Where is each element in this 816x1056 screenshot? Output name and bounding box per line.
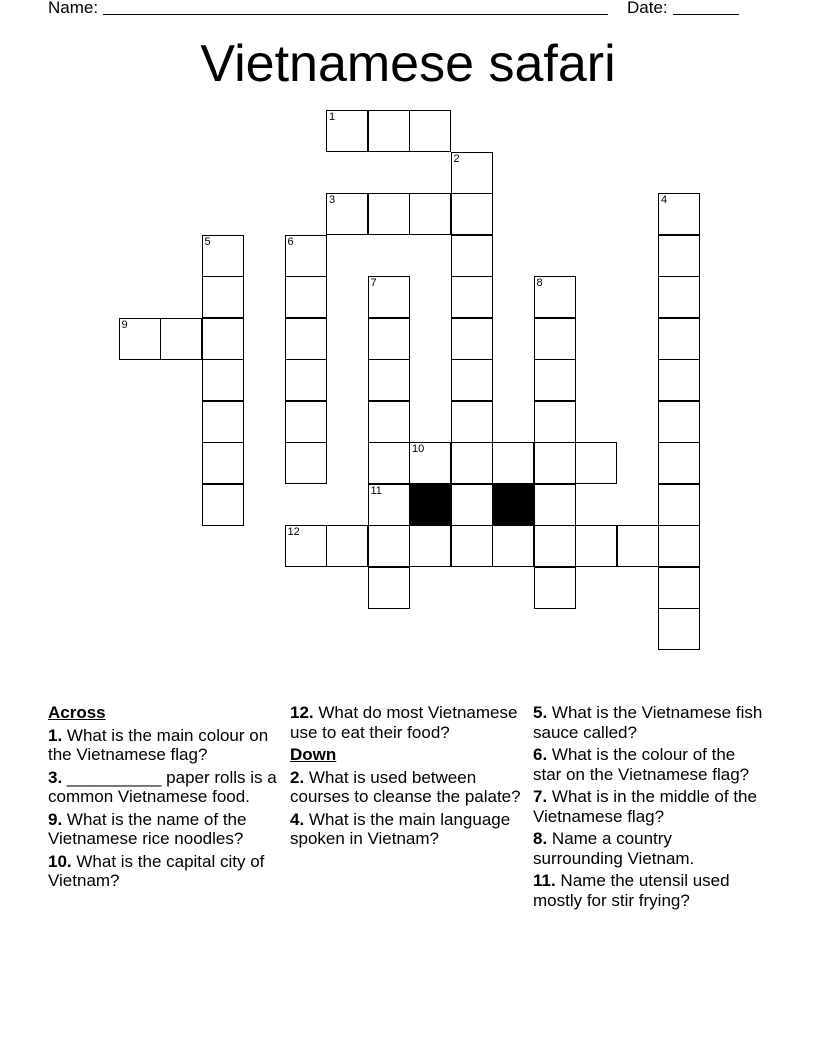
clue-down-6: 6. What is the colour of the star on the Vietnamese flag?	[533, 745, 750, 784]
grid-cell[interactable]	[658, 318, 700, 360]
clue-number-10: 10	[412, 443, 425, 455]
clue-down-4: 4. What is the main language spoken in Vietnam?	[290, 809, 511, 848]
grid-cell[interactable]	[368, 484, 410, 526]
grid-cell[interactable]	[451, 484, 493, 526]
grid-cell[interactable]	[368, 401, 410, 443]
grid-cell[interactable]	[285, 359, 327, 401]
grid-cell[interactable]	[409, 525, 451, 567]
grid-cell[interactable]	[285, 276, 327, 318]
grid-cell[interactable]	[451, 193, 493, 235]
grid-cell[interactable]	[368, 525, 410, 567]
clue-number-2: 2	[453, 152, 460, 165]
date-label: Date:	[627, 0, 668, 17]
clue-number-6: 6	[287, 235, 294, 248]
clue-number-11: 11	[370, 484, 382, 497]
name-label: Name:	[48, 0, 99, 17]
grid-cell[interactable]	[285, 401, 327, 443]
grid-cell[interactable]	[658, 567, 700, 609]
clue-number-7: 7	[370, 277, 377, 289]
grid-cell[interactable]	[658, 401, 700, 443]
clue-number-3: 3	[329, 194, 336, 206]
grid-cell[interactable]	[202, 442, 244, 484]
grid-cell[interactable]	[368, 276, 410, 318]
grid-cell[interactable]	[534, 401, 576, 443]
grid-cell[interactable]	[285, 442, 327, 484]
grid-cell[interactable]	[202, 359, 244, 401]
grid-cell[interactable]	[451, 525, 493, 567]
clue-across-3: 3. __________ paper rolls is a common Vietnamese food.	[48, 767, 277, 806]
grid-cell[interactable]	[534, 567, 576, 609]
grid-cell[interactable]	[451, 318, 493, 360]
grid-cell[interactable]	[451, 235, 493, 277]
clue-down-8: 8. Name a country surrounding Vietnam.	[533, 829, 695, 868]
clues-column-1	[48, 703, 280, 894]
clue-across-9: 9. What is the name of the Vietnamese rice noodles?	[48, 809, 247, 848]
grid-cell[interactable]	[492, 525, 534, 567]
grid-cell[interactable]	[326, 110, 368, 152]
grid-cell[interactable]	[534, 484, 576, 526]
grid-cell[interactable]	[451, 152, 493, 194]
grid-cell[interactable]	[368, 110, 410, 152]
grid-cell[interactable]	[575, 525, 617, 567]
grid-cell[interactable]	[534, 276, 576, 318]
grid-cell[interactable]	[409, 442, 451, 484]
clue-down-5: 5. What is the Vietnamese fish sauce called?	[533, 703, 763, 742]
grid-cell[interactable]	[326, 525, 368, 567]
grid-cell[interactable]	[492, 442, 534, 484]
grid-cell[interactable]	[658, 442, 700, 484]
grid-cell[interactable]	[202, 484, 244, 526]
grid-cell[interactable]	[617, 525, 659, 567]
clue-number-8: 8	[536, 277, 543, 289]
grid-cell[interactable]	[202, 318, 244, 360]
grid-cell[interactable]	[658, 525, 700, 567]
grid-cell[interactable]	[368, 193, 410, 235]
grid-cell[interactable]	[658, 484, 700, 526]
grid-cell[interactable]	[534, 318, 576, 360]
grid-cell[interactable]	[658, 276, 700, 318]
grid-cell[interactable]	[451, 359, 493, 401]
grid-cell[interactable]	[119, 318, 161, 360]
clue-number-5: 5	[204, 235, 211, 248]
grid-cell[interactable]	[160, 318, 202, 360]
clues-column-3	[533, 703, 765, 913]
grid-cell[interactable]	[285, 318, 327, 360]
clue-number-9: 9	[121, 318, 128, 331]
grid-cell[interactable]	[202, 401, 244, 443]
grid-cell[interactable]	[451, 442, 493, 484]
grid-cell[interactable]	[202, 276, 244, 318]
grid-cell[interactable]	[285, 235, 327, 277]
down-heading: Down	[290, 745, 337, 764]
clue-across-10: 10. What is the capital city of Vietnam?	[48, 851, 265, 890]
clue-number-4: 4	[661, 194, 668, 206]
clue-across-1: 1. What is the main colour on the Vietnamese flag?	[48, 725, 269, 764]
clue-number-12: 12	[287, 526, 300, 538]
clue-across-12: 12. What do most Vietnamese use to eat their food?	[290, 703, 518, 742]
puzzle-title: Vietnamese safari	[200, 35, 616, 93]
clue-number-1: 1	[329, 111, 336, 123]
grid-cell[interactable]	[658, 608, 700, 650]
grid-cell[interactable]	[534, 525, 576, 567]
grid-block	[409, 484, 451, 526]
grid-cell[interactable]	[368, 442, 410, 484]
grid-cell[interactable]	[658, 359, 700, 401]
grid-cell[interactable]	[409, 110, 451, 152]
clues-column-2	[290, 703, 522, 852]
grid-cell[interactable]	[658, 193, 700, 235]
grid-cell[interactable]	[409, 193, 451, 235]
grid-block	[492, 484, 534, 526]
grid-cell[interactable]	[368, 359, 410, 401]
grid-cell[interactable]	[575, 442, 617, 484]
grid-cell[interactable]	[451, 401, 493, 443]
grid-cell[interactable]	[326, 193, 368, 235]
across-heading: Across	[48, 703, 106, 722]
grid-cell[interactable]	[202, 235, 244, 277]
grid-cell[interactable]	[534, 442, 576, 484]
grid-cell[interactable]	[451, 276, 493, 318]
clue-down-7: 7. What is in the middle of the Vietnamese flag?	[533, 787, 757, 826]
grid-cell[interactable]	[285, 525, 327, 567]
clue-down-2: 2. What is used between courses to cleanse the palate?	[290, 767, 521, 806]
grid-cell[interactable]	[534, 359, 576, 401]
grid-cell[interactable]	[368, 318, 410, 360]
grid-cell[interactable]	[658, 235, 700, 277]
grid-cell[interactable]	[368, 567, 410, 609]
clue-down-11: 11. Name the utensil used mostly for stir frying?	[533, 871, 730, 910]
